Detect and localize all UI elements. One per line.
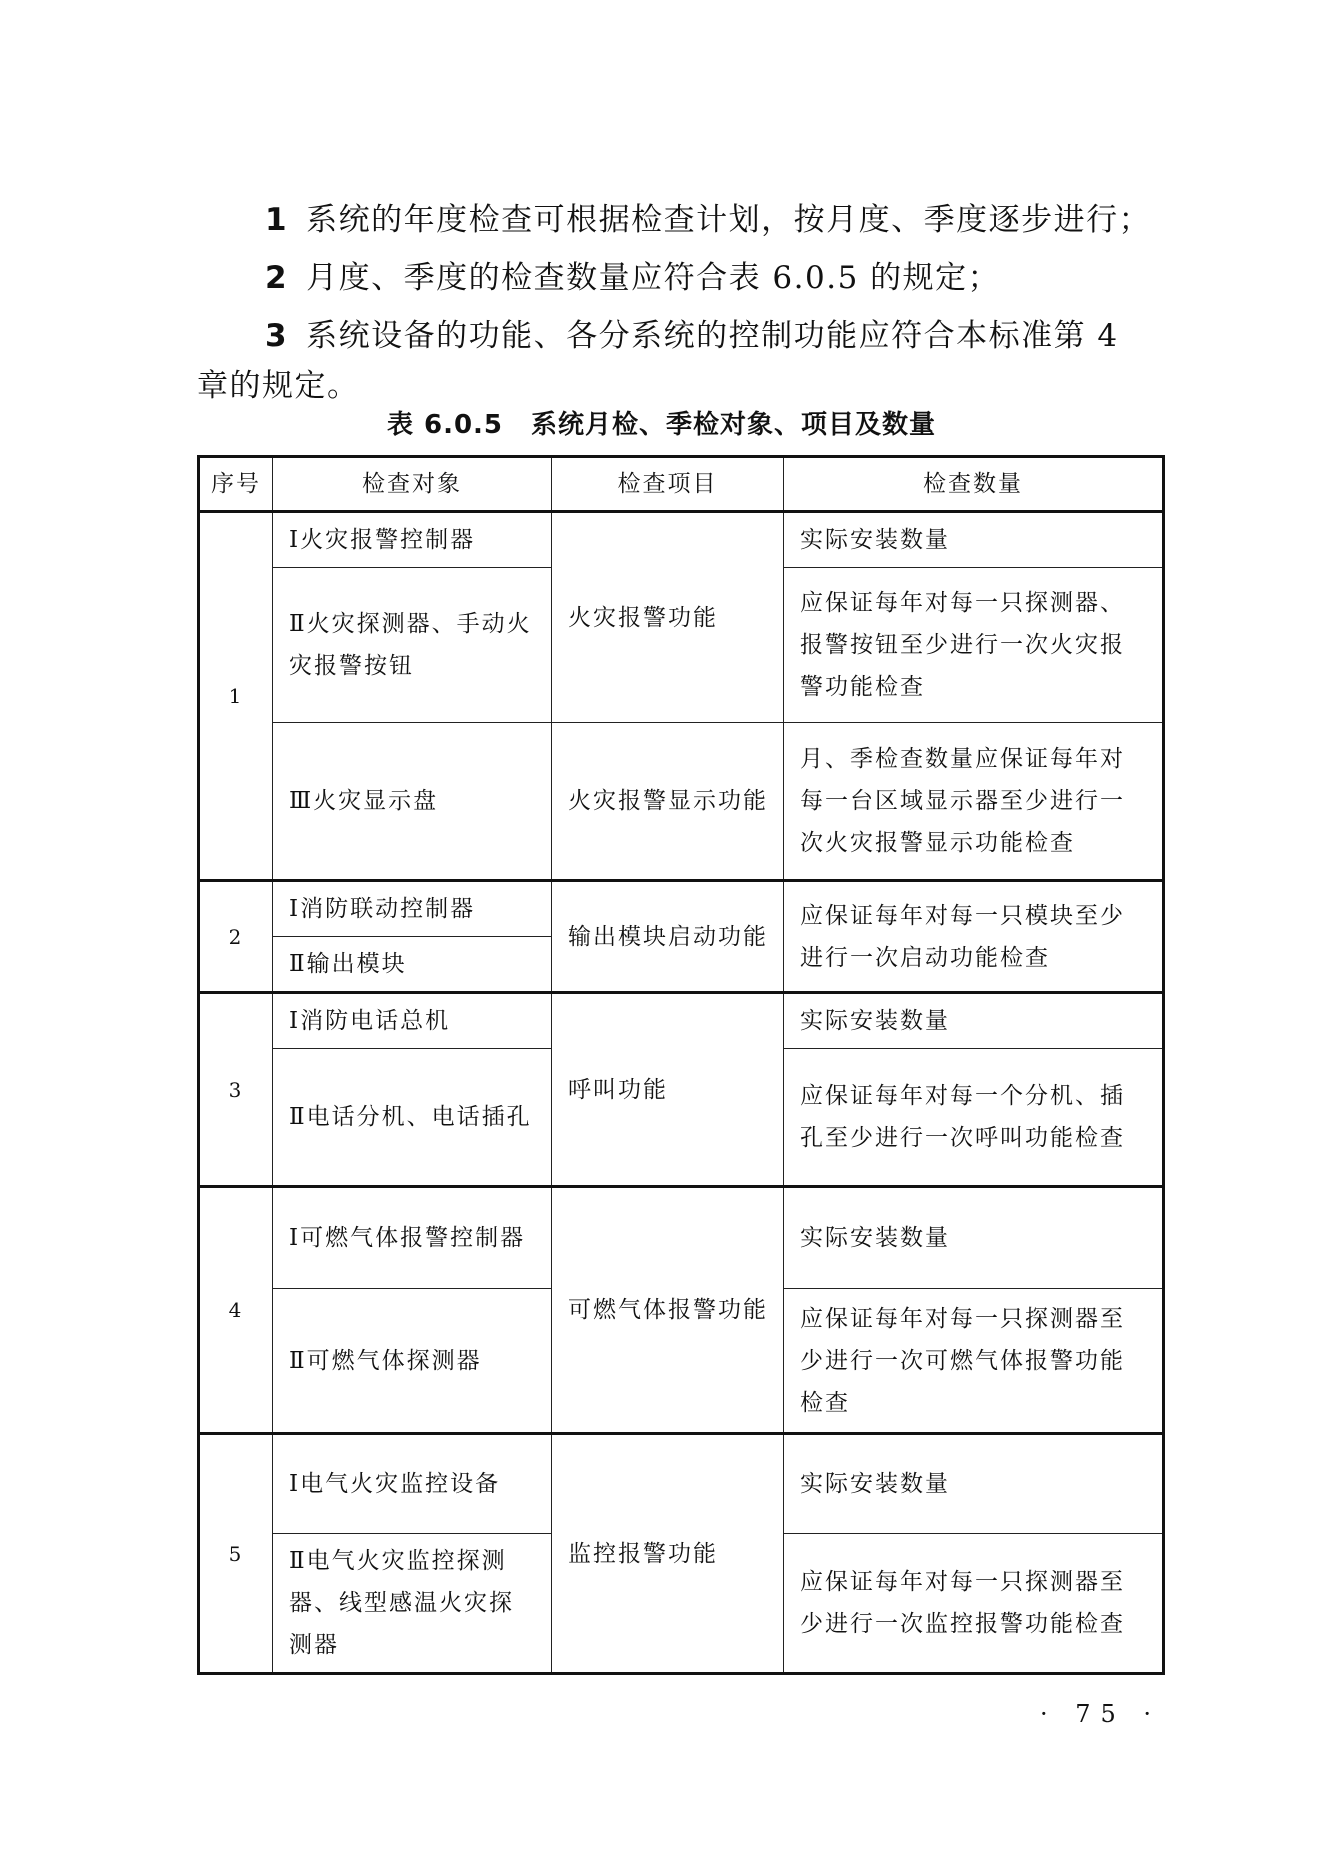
paragraph-3-continuation: 章的规定。 (197, 368, 360, 404)
table-caption-title: 系统月检、季检对象、项目及数量 (531, 410, 937, 440)
object-cell: Ⅱ可燃气体探测器 (273, 1289, 552, 1434)
quantity-cell: 月、季检查数量应保证每年对每一台区域显示器至少进行一次火灾报警显示功能检查 (784, 723, 1164, 881)
quantity-cell: 应保证每年对每一只模块至少进行一次启动功能检查 (784, 881, 1164, 993)
table-row (199, 512, 1164, 568)
object-cell: Ⅱ电话分机、电话插孔 (273, 1049, 552, 1187)
table-row (199, 993, 1164, 1049)
item-cell: 呼叫功能 (552, 993, 784, 1187)
seq-cell: 1 (199, 512, 273, 881)
object-cell: Ⅰ消防联动控制器 (273, 881, 552, 937)
table-header-row (199, 457, 1164, 512)
item-cell: 可燃气体报警功能 (552, 1187, 784, 1434)
quantity-cell: 应保证每年对每一个分机、插孔至少进行一次呼叫功能检查 (784, 1049, 1164, 1187)
paragraph-number: 1 (265, 202, 289, 238)
quantity-cell: 应保证每年对每一只探测器、报警按钮至少进行一次火灾报警功能检查 (784, 568, 1164, 723)
table-row (199, 1187, 1164, 1289)
quantity-cell: 实际安装数量 (784, 1187, 1164, 1289)
paragraph-text: 月度、季度的检查数量应符合表 6.0.5 的规定； (306, 260, 1001, 296)
paragraph-text: 系统设备的功能、各分系统的控制功能应符合本标准第 4 (306, 318, 1119, 354)
seq-cell: 3 (199, 993, 273, 1187)
item-cell: 火灾报警显示功能 (552, 723, 784, 881)
quantity-cell: 实际安装数量 (784, 512, 1164, 568)
quantity-cell: 实际安装数量 (784, 993, 1164, 1049)
table-caption (0, 404, 1323, 441)
object-cell: Ⅰ电气火灾监控设备 (273, 1434, 552, 1534)
object-cell: Ⅲ火灾显示盘 (273, 723, 552, 881)
paragraph-2 (197, 249, 1235, 307)
header-object: 检查对象 (273, 457, 552, 512)
header-quantity: 检查数量 (784, 457, 1164, 512)
table-row (199, 1434, 1164, 1534)
paragraph-1 (197, 191, 1235, 249)
item-cell: 输出模块启动功能 (552, 881, 784, 993)
quantity-cell: 实际安装数量 (784, 1434, 1164, 1534)
object-cell: Ⅱ输出模块 (273, 937, 552, 993)
seq-cell: 4 (199, 1187, 273, 1434)
item-cell: 监控报警功能 (552, 1434, 784, 1674)
paragraph-text: 系统的年度检查可根据检查计划，按月度、季度逐步进行； (306, 202, 1152, 238)
table-row (199, 881, 1164, 937)
item-cell: 火灾报警功能 (552, 512, 784, 723)
object-cell: Ⅰ火灾报警控制器 (273, 512, 552, 568)
paragraph-number: 2 (265, 260, 289, 296)
object-cell: Ⅰ消防电话总机 (273, 993, 552, 1049)
seq-cell: 5 (199, 1434, 273, 1674)
inspection-table (197, 455, 1165, 1675)
header-seq: 序号 (199, 457, 273, 512)
object-cell: Ⅱ火灾探测器、手动火灾报警按钮 (273, 568, 552, 723)
object-cell: Ⅱ电气火灾监控探测器、线型感温火灾探测器 (273, 1534, 552, 1674)
table-row (199, 723, 1164, 881)
quantity-cell: 应保证每年对每一只探测器至少进行一次可燃气体报警功能检查 (784, 1289, 1164, 1434)
object-cell: Ⅰ可燃气体报警控制器 (273, 1187, 552, 1289)
paragraph-number: 3 (265, 318, 289, 354)
quantity-cell: 应保证每年对每一只探测器至少进行一次监控报警功能检查 (784, 1534, 1164, 1674)
seq-cell: 2 (199, 881, 273, 993)
table-caption-number: 表 6.0.5 (386, 410, 504, 440)
header-item: 检查项目 (552, 457, 784, 512)
page-number: · 75 · (1040, 1700, 1162, 1728)
